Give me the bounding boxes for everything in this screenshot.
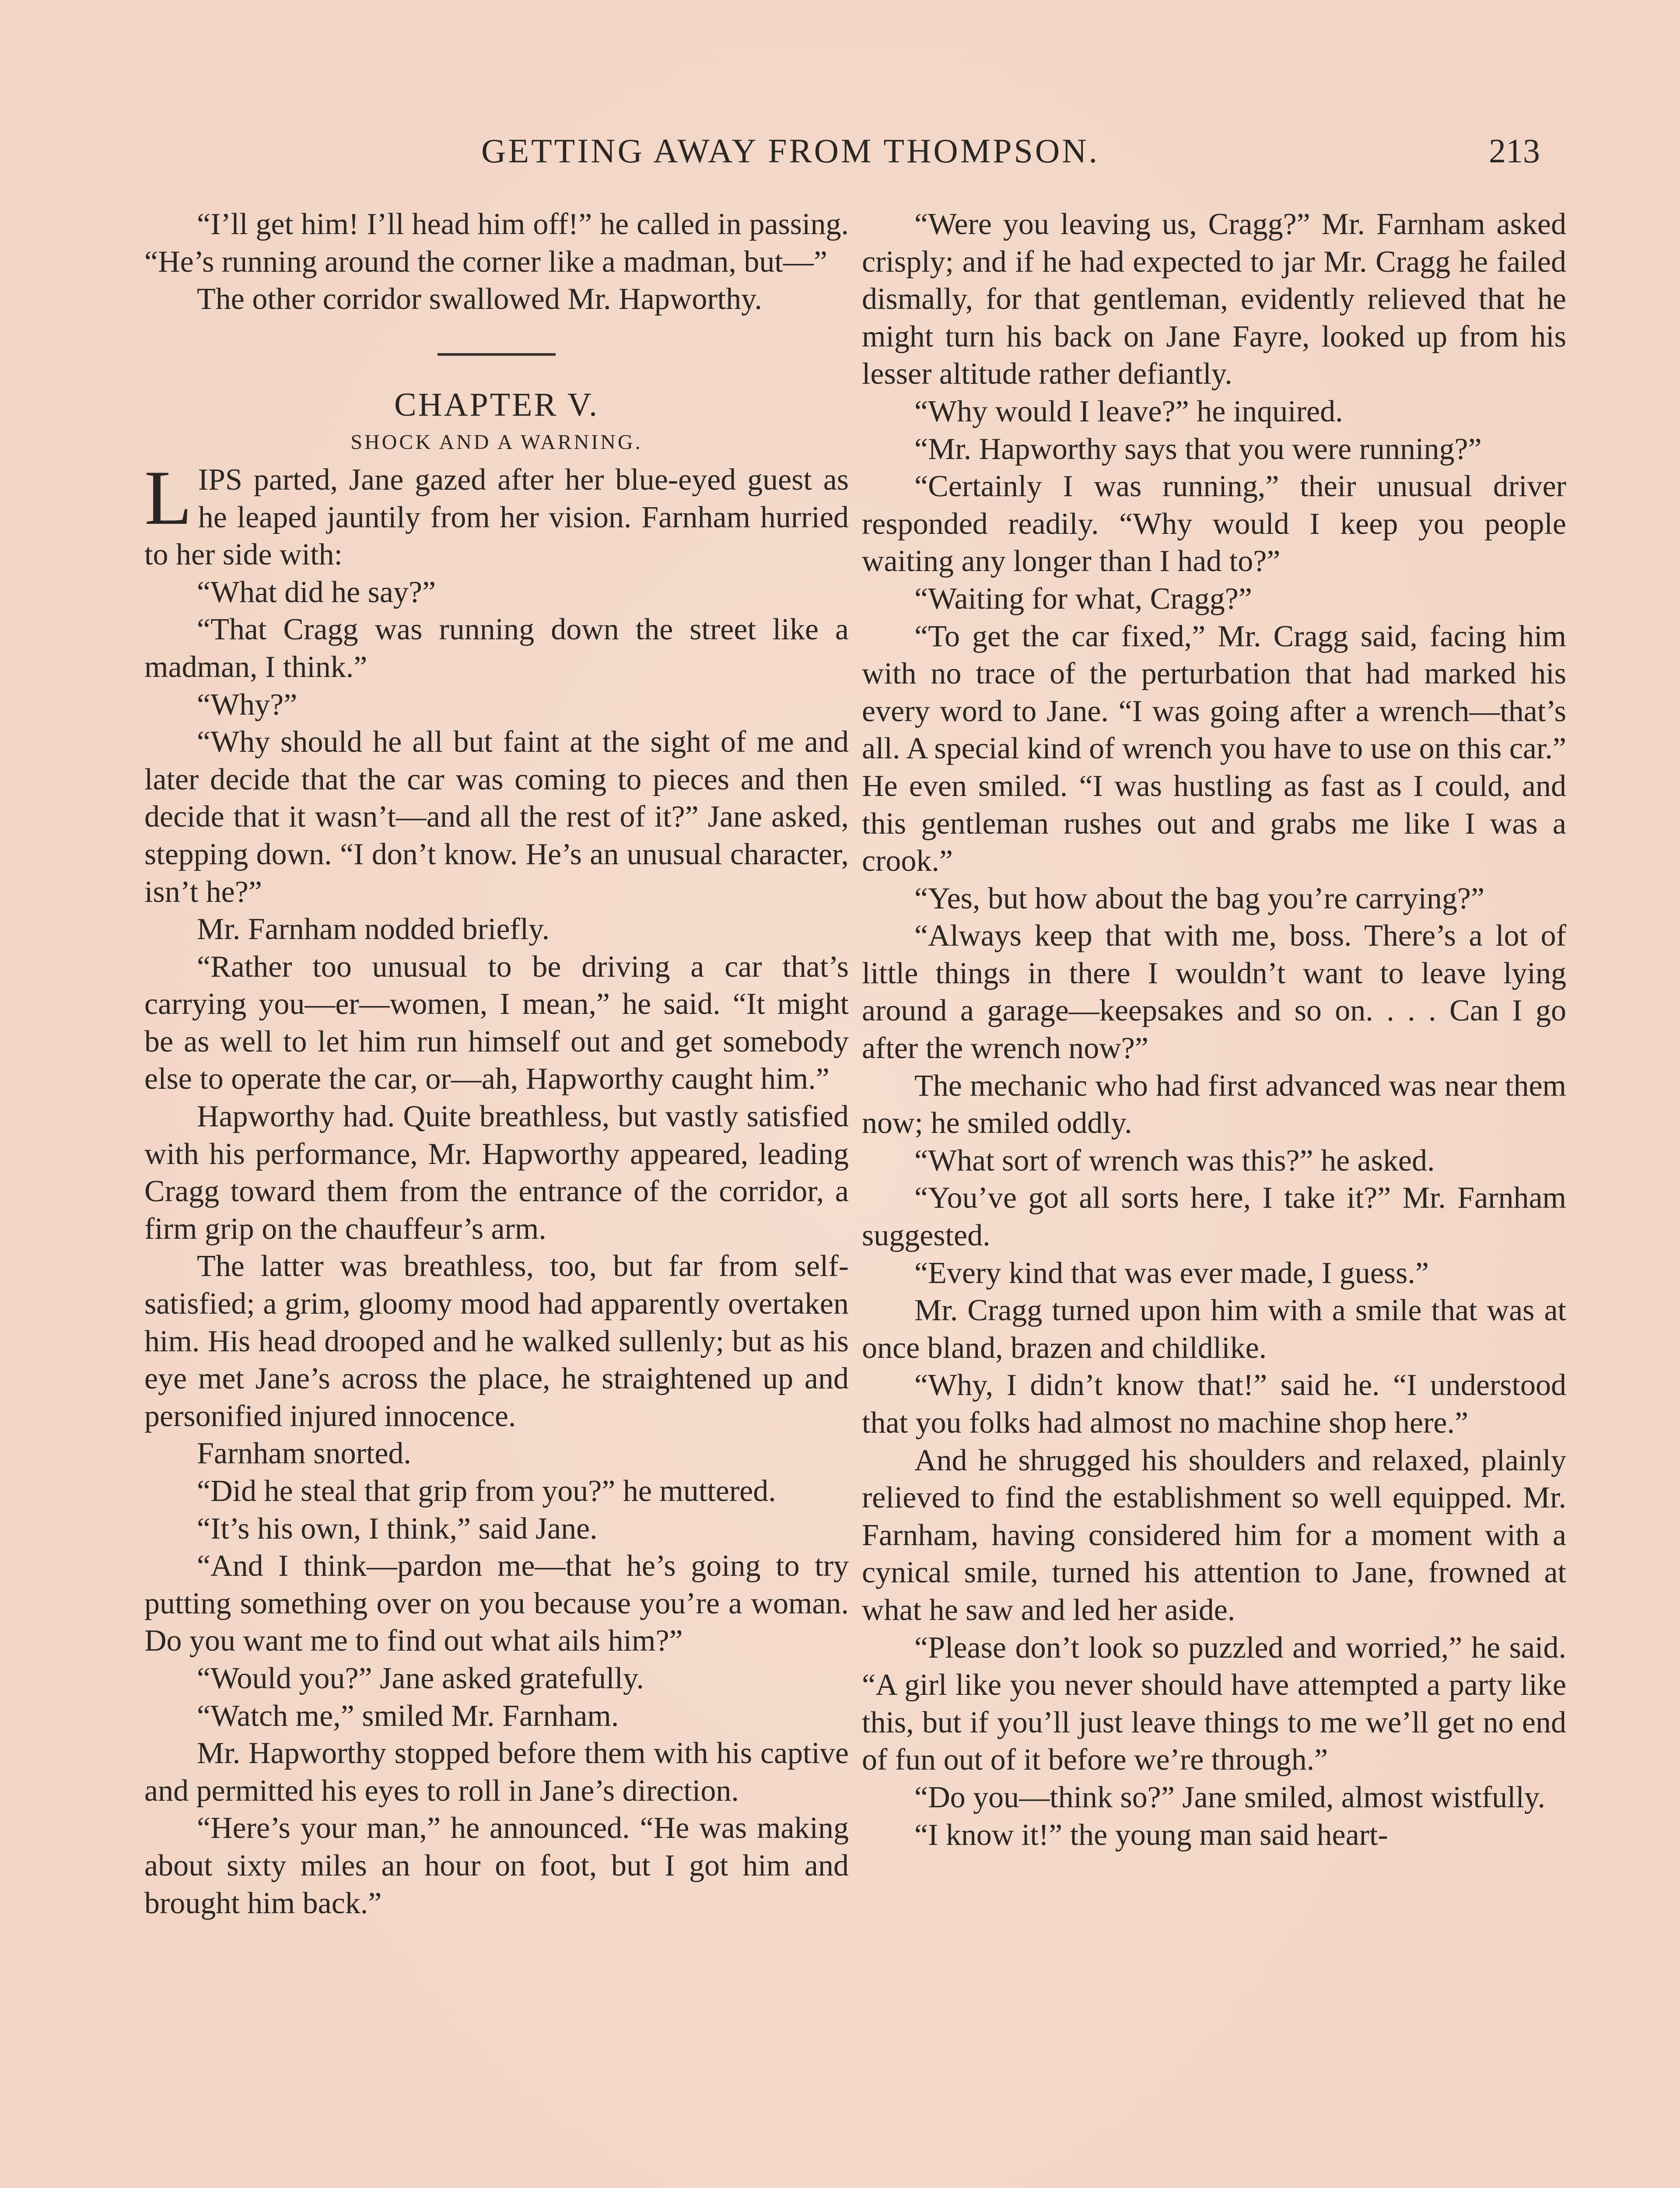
paragraph: The mechanic who had first advanced was near them now; he smiled oddly. [862,1069,1566,1140]
paragraph: “Do you—think so?” Jane smiled, almost wistfully. [914,1780,1545,1814]
paragraph: “Would you?” Jane asked gratefully. [197,1661,644,1695]
paragraph: And he shrugged his shoulders and relaxed, plainly relieved to find the establishment so well equipped. Mr. Farnham, having considered him for a moment with a cynical smile, turned his attention to Jane, frowned at what he saw and led her aside. [862,1443,1566,1627]
paragraph: “Please don’t look so puzzled and worried,” he said. “A girl like you never should have attempted a party like this, but if you’ll just leave things to me we’ll get no end of fun out of it before we’re through.” [862,1630,1566,1777]
section-divider [438,353,556,356]
paragraph: “Certainly I was running,” their unusual driver responded readily. “Why would I keep you people waiting any longer than I had to?” [862,470,1566,579]
paragraph: “Always keep that with me, boss. There’s a lot of little things in there I wouldn’t want to leave lying around a garage—keepsakes and so on. . . . Can I go after the wrench now?” [862,919,1566,1066]
paragraph: “Here’s your man,” he announced. “He was making about sixty miles an hour on foot, but I got him and brought him back.” [144,1811,849,1920]
paragraph: “Rather too unusual to be driving a car that’s carrying you—er—women, I mean,” he said. “It might be as well to let him run himself out and get somebody else to operate the car, or—ah, Hapworthy caught him.” [144,950,849,1096]
drop-cap: L [144,454,192,541]
page-number: 213 [1489,132,1540,170]
right-column [862,206,1566,1854]
paragraph: “Watch me,” smiled Mr. Farnham. [197,1699,619,1733]
paragraph: “I’ll get him! I’ll head him off!” he called in passing. “He’s running around the corner like a madman, but—” [144,207,849,279]
paragraph: “What did he say?” [197,575,436,609]
chapter-title: CHAPTER V. [394,386,599,423]
paragraph: “Why would I leave?” he inquired. [914,394,1343,428]
paragraph: “Why, I didn’t know that!” said he. “I understood that you folks had almost no machine shop here.” [862,1368,1566,1440]
paragraph: “Every kind that was ever made, I guess.” [914,1256,1429,1290]
paragraph: “Yes, but how about the bag you’re carrying?” [914,881,1485,915]
paragraph: Mr. Hapworthy stopped before them with his captive and permitted his eyes to roll in Jane’s direction. [144,1736,849,1808]
paragraph: “Why?” [197,687,298,722]
page-header [481,131,1540,179]
paragraph: Mr. Farnham nodded briefly. [197,912,550,947]
paragraph: “That Cragg was running down the street like a madman, I think.” [144,613,849,684]
paragraph: “Why should he all but faint at the sight of me and later decide that the car was coming to pieces and then decide that it wasn’t—and all the rest of it?” Jane asked, stepping down. “I don’t know. He’s an unusual character, isn’t he?” [144,725,849,909]
paragraph: “It’s his own, I think,” said Jane. [197,1511,598,1546]
running-title: GETTING AWAY FROM THOMPSON. [481,132,1100,170]
paragraph: “To get the car fixed,” Mr. Cragg said, facing him with no trace of the perturbation that had marked his every word to Jane. “I was going after a wrench—that’s all. A special kind of wrench you have to use on this car.” He even smiled. “I was hustling as fast as I could, and this gentleman rushes out and grabs me like I was a crook.” [862,619,1566,878]
paragraph: The other corridor swallowed Mr. Hapworthy. [197,282,763,316]
paragraph: “You’ve got all sorts here, I take it?” Mr. Farnham suggested. [862,1181,1566,1253]
paragraph: Farnham snorted. [197,1437,411,1471]
paragraph: “Mr. Hapworthy says that you were running?” [914,432,1482,466]
paragraph: “And I think—pardon me—that he’s going to try putting something over on you because you’re a woman. Do you want me to find out what ails him?” [144,1549,849,1658]
left-column [144,206,849,1922]
paragraph: The latter was breathless, too, but far from self-satisfied; a grim, gloomy mood had apparently overtaken him. His head drooped and he walked sullenly; but as his eye met Jane’s across the place, he straightened up and personified injured innocence. [144,1249,849,1433]
paragraph: “What sort of wrench was this?” he asked. [914,1143,1435,1178]
paragraph: Hapworthy had. Quite breathless, but vastly satisfied with his performance, Mr. Hapworthy appeared, leading Cragg toward them from the entrance of the corridor, a firm grip on the chauffeur’s arm. [144,1100,849,1246]
paragraph: “Did he steal that grip from you?” he muttered. [197,1474,776,1508]
paragraph: Mr. Cragg turned upon him with a smile that was at once bland, brazen and childlike. [862,1294,1566,1365]
opening-paragraph [144,454,849,574]
opening-text: IPS parted, Jane gazed after her blue-eyed guest as he leaped jauntily from her vision. Farnham hurried to her side with: [144,463,849,572]
paragraph: “Were you leaving us, Cragg?” Mr. Farnham asked crisply; and if he had expected to jar Mr. Cragg he failed dismally, for that gentleman, evidently relieved that he might turn his back on Jane Fayre, looked up from his lesser altitude rather defiantly. [862,207,1566,391]
paragraph: “I know it!” the young man said heart- [914,1818,1388,1852]
paragraph: “Waiting for what, Cragg?” [914,582,1252,616]
chapter-subtitle: SHOCK AND A WARNING. [350,431,643,454]
